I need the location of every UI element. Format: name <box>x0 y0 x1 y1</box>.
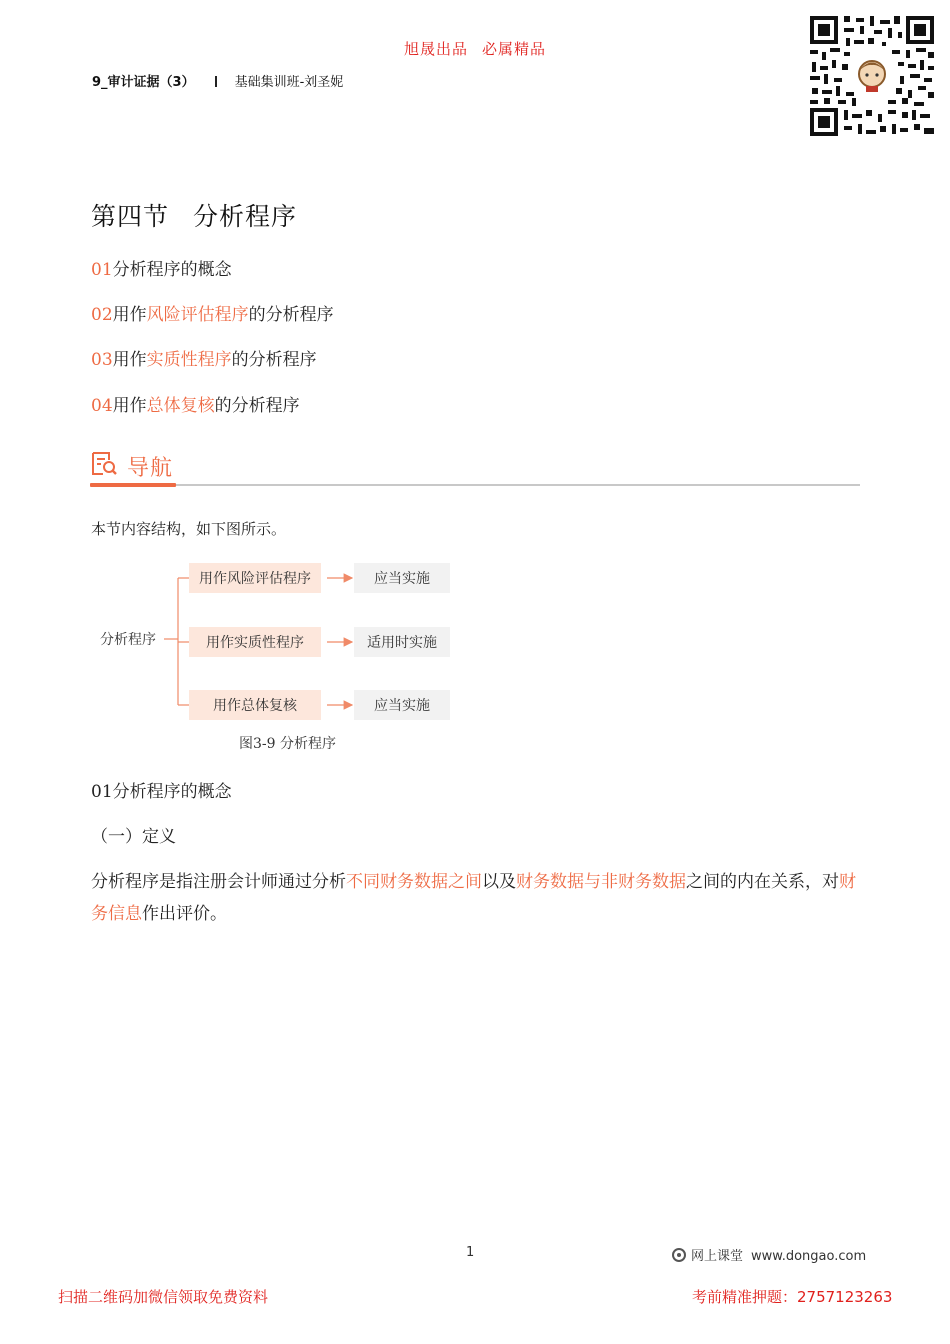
toc-text: 的分析程序 <box>248 305 334 325</box>
nav-title: 导航 <box>127 456 174 481</box>
footer-logo <box>672 1245 866 1264</box>
toc-number: 04 <box>91 396 113 416</box>
qr-code <box>808 14 936 138</box>
para-text: 作出评价。 <box>142 904 227 924</box>
promo-bottom-right: 考前精准押题：2757123263 <box>692 1288 893 1306</box>
para-highlight: 财务信息 <box>91 872 856 924</box>
toc-number: 03 <box>91 350 113 370</box>
branch-label: 用作实质性程序 <box>206 635 304 651</box>
result-label: 适用时实施 <box>367 635 437 651</box>
branch-label: 用作总体复核 <box>213 698 297 714</box>
toc-item <box>91 345 317 370</box>
toc-number: 01 <box>91 260 113 280</box>
toc-item <box>91 255 232 280</box>
header-divider <box>215 76 217 87</box>
promo-text-1: 旭晟出品 <box>403 40 468 58</box>
intro-text: 本节内容结构，如下图所示。 <box>91 520 287 538</box>
definition-heading: （一）定义 <box>91 827 176 847</box>
figure-caption: 图3-9 分析程序 <box>239 736 336 752</box>
nav-section-header <box>90 448 860 490</box>
nav-divider-accent <box>90 483 176 487</box>
para-text: 之间的内在关系，对 <box>686 872 839 892</box>
subheading: 01分析程序的概念 <box>91 782 232 802</box>
toc-text: 用作 <box>112 350 147 370</box>
toc-text: 用作 <box>112 396 147 416</box>
nav-divider <box>90 484 860 486</box>
toc-highlight: 风险评估程序 <box>146 305 249 325</box>
para-highlight: 不同财务数据之间 <box>346 872 482 892</box>
section-number: 第四节 <box>91 202 170 231</box>
course-header <box>92 71 343 90</box>
toc-text: 的分析程序 <box>214 396 300 416</box>
course-class: 基础集训班-刘圣妮 <box>234 75 344 90</box>
toc-highlight: 实质性程序 <box>146 350 232 370</box>
footer-url: www.dongao.com <box>751 1249 867 1264</box>
course-code: 9_审计证据（3） <box>92 75 195 90</box>
structure-diagram <box>92 555 462 730</box>
toc-number: 02 <box>91 305 113 325</box>
promo-bottom-left: 扫描二维码加微信领取免费资料 <box>58 1288 269 1306</box>
section-title <box>91 197 297 233</box>
para-highlight: 财务数据与非财务数据 <box>516 872 686 892</box>
toc-text: 的分析程序 <box>231 350 317 370</box>
toc-text: 分析程序的概念 <box>112 260 232 280</box>
toc-item <box>91 391 300 416</box>
toc-text: 用作 <box>112 305 147 325</box>
result-label: 应当实施 <box>374 698 430 714</box>
result-label: 应当实施 <box>374 571 430 587</box>
toc-highlight: 总体复核 <box>146 396 215 416</box>
para-text: 以及 <box>482 872 516 892</box>
logo-text: 网上课堂 <box>691 1249 744 1264</box>
toc-item <box>91 300 334 325</box>
page-number: 1 <box>466 1245 475 1260</box>
logo-icon <box>672 1248 686 1262</box>
search-doc-icon <box>90 451 118 477</box>
definition-paragraph <box>91 866 863 930</box>
para-text: 分析程序是指注册会计师通过分析 <box>91 872 346 892</box>
diagram-root: 分析程序 <box>100 632 156 648</box>
branch-label: 用作风险评估程序 <box>199 571 311 587</box>
section-name: 分析程序 <box>193 202 298 231</box>
promo-text-2: 必属精品 <box>482 40 547 58</box>
